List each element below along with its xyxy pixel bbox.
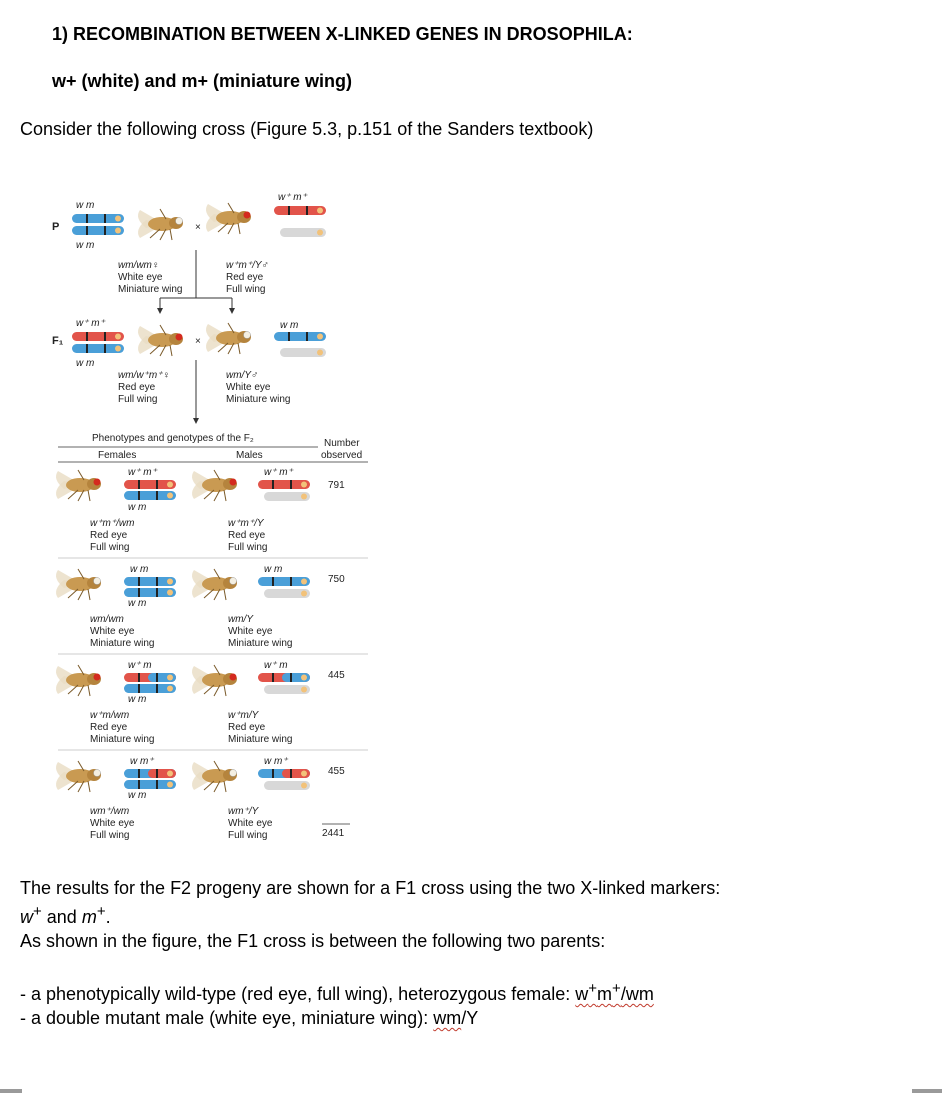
- p-female-bottom-alleles: w m: [76, 240, 95, 251]
- male-genotype: wm: [433, 1008, 462, 1028]
- results-paragraph-line1: The results for the F2 progeny are shown for a F1 cross using the two X-linked markers:: [20, 878, 721, 898]
- row4-male-eye: White eye: [228, 818, 273, 829]
- female-parent-bullet: [20, 977, 920, 1006]
- male-parent-text: - a double mutant male (white eye, miniature wing):: [20, 1008, 434, 1028]
- f1-female-eye: Red eye: [118, 382, 156, 393]
- sub-heading: w+ (white) and m+ (miniature wing): [52, 71, 353, 91]
- f1-female-bottom-alleles: w m: [76, 358, 95, 369]
- row4-male-wing: Full wing: [228, 830, 268, 841]
- row1-male-genotype: w⁺m⁺/Y: [228, 518, 264, 529]
- p-male-fly: [206, 203, 251, 234]
- row1-male-wing: Full wing: [228, 542, 268, 553]
- row2-female-eye: White eye: [90, 626, 135, 637]
- p-male-chromosome-y: [280, 228, 326, 237]
- row1-female-top-alleles: w⁺ m⁺: [128, 467, 157, 478]
- total-number: 2441: [322, 828, 345, 839]
- male-genotype-suffix: /Y: [461, 1008, 479, 1028]
- p-male-chromosome-x: [274, 206, 326, 215]
- row3-male-top-alleles: w⁺ m: [264, 660, 288, 671]
- p-cross-symbol: ×: [195, 222, 201, 233]
- number-header-line2: observed: [321, 450, 363, 461]
- f1-male-wing: Miniature wing: [226, 394, 291, 405]
- row2-female-wing: Miniature wing: [90, 638, 155, 649]
- row4-female-bottom-alleles: w m: [128, 790, 147, 801]
- row4-female-wing: Full wing: [90, 830, 130, 841]
- p-male-top-alleles: w⁺ m⁺: [278, 192, 307, 203]
- row2-number: 750: [328, 574, 345, 585]
- row3-number: 445: [328, 670, 345, 681]
- row2-male-top-alleles: w m: [264, 564, 283, 575]
- row3-male-eye: Red eye: [228, 722, 266, 733]
- males-column-header: Males: [236, 450, 263, 461]
- p-female-eye: White eye: [118, 272, 163, 283]
- row3-female-eye: Red eye: [90, 722, 128, 733]
- cross-figure: [50, 188, 380, 848]
- f1-male-fly: [206, 323, 251, 354]
- f1-female-fly: [138, 325, 183, 356]
- row4-female-eye: White eye: [90, 818, 135, 829]
- f1-male-top-alleles: w m: [280, 320, 299, 331]
- p-female-wing: Miniature wing: [118, 284, 183, 295]
- f1-female-top-alleles: w⁺ m⁺: [76, 318, 105, 329]
- f1-female-chromosome-1: [72, 332, 124, 341]
- main-heading: 1) RECOMBINATION BETWEEN X-LINKED GENES IN DROSOPHILA:: [52, 24, 633, 44]
- period-text: .: [105, 907, 111, 927]
- results-paragraph-line2: [20, 900, 920, 929]
- f1-male-eye: White eye: [226, 382, 271, 393]
- row1-female-wing: Full wing: [90, 542, 130, 553]
- f1-male-chromosome-y: [280, 348, 326, 357]
- p-female-chromosome-2: [72, 226, 124, 235]
- male-parent-bullet: [20, 1006, 920, 1030]
- w-plus-marker: w: [20, 907, 33, 927]
- row4-female-genotype: wm⁺/wm: [90, 806, 130, 817]
- p-female-fly: [138, 209, 183, 240]
- row4-male-top-alleles: w m⁺: [264, 756, 288, 767]
- f1-cross-symbol: ×: [195, 336, 201, 347]
- f2-row-4: [56, 756, 345, 841]
- p-female-chromosome-1: [72, 214, 124, 223]
- f1-male-chromosome-x: [274, 332, 326, 341]
- p-male-wing: Full wing: [226, 284, 266, 295]
- row3-female-top-alleles: w⁺ m: [128, 660, 152, 671]
- m-plus-marker: m: [81, 907, 97, 927]
- row1-male-top-alleles: w⁺ m⁺: [264, 467, 293, 478]
- f1-female-chromosome-2: [72, 344, 124, 353]
- row4-number: 455: [328, 766, 345, 777]
- row2-male-wing: Miniature wing: [228, 638, 293, 649]
- page-edge-marker-left: [0, 1089, 22, 1093]
- row4-female-top-alleles: w m⁺: [130, 756, 154, 767]
- row2-female-top-alleles: w m: [130, 564, 149, 575]
- p-male-genotype: w⁺m⁺/Y♂: [226, 260, 270, 271]
- f2-row-3: [56, 660, 345, 745]
- row1-female-genotype: w⁺m⁺/wm: [90, 518, 135, 529]
- row1-female-eye: Red eye: [90, 530, 128, 541]
- f2-row-1: [56, 467, 345, 553]
- page-edge-marker-right: [912, 1089, 942, 1093]
- row2-male-eye: White eye: [228, 626, 273, 637]
- body-text: [20, 876, 920, 1030]
- row3-female-genotype: w⁺m/wm: [90, 710, 130, 721]
- row2-female-genotype: wm/wm: [90, 614, 124, 625]
- row3-male-wing: Miniature wing: [228, 734, 293, 745]
- row4-male-genotype: wm⁺/Y: [228, 806, 259, 817]
- f1-male-genotype: wm/Y♂: [226, 370, 259, 381]
- p-female-genotype: wm/wm♀: [118, 260, 160, 271]
- female-genotype: w+m+/wm: [575, 980, 654, 1004]
- plus-superscript: +: [33, 903, 42, 920]
- row1-female-bottom-alleles: w m: [128, 502, 147, 513]
- row2-female-bottom-alleles: w m: [128, 598, 147, 609]
- row2-male-genotype: wm/Y: [228, 614, 253, 625]
- generation-p-label: P: [52, 221, 60, 233]
- row3-female-bottom-alleles: w m: [128, 694, 147, 705]
- number-header-line1: Number: [324, 438, 360, 449]
- females-column-header: Females: [98, 450, 137, 461]
- plus-superscript: +: [96, 903, 106, 920]
- generation-f1-label: F₁: [52, 335, 64, 347]
- row3-male-genotype: w⁺m/Y: [228, 710, 259, 721]
- f1-female-genotype: wm/w⁺m⁺♀: [118, 370, 170, 381]
- and-text: and: [41, 907, 82, 927]
- parents-paragraph: As shown in the figure, the F1 cross is between the following two parents:: [20, 931, 606, 951]
- row1-male-eye: Red eye: [228, 530, 266, 541]
- row3-female-wing: Miniature wing: [90, 734, 155, 745]
- f2-row-2: [56, 564, 345, 649]
- f2-table-title: Phenotypes and genotypes of the F₂: [92, 433, 254, 444]
- f1-female-wing: Full wing: [118, 394, 158, 405]
- p-female-top-alleles: w m: [76, 200, 95, 211]
- female-parent-text: - a phenotypically wild-type (red eye, full wing), heterozygous female:: [20, 984, 576, 1004]
- p-male-eye: Red eye: [226, 272, 264, 283]
- row1-number: 791: [328, 480, 345, 491]
- intro-text: Consider the following cross (Figure 5.3, p.151 of the Sanders textbook): [20, 119, 594, 139]
